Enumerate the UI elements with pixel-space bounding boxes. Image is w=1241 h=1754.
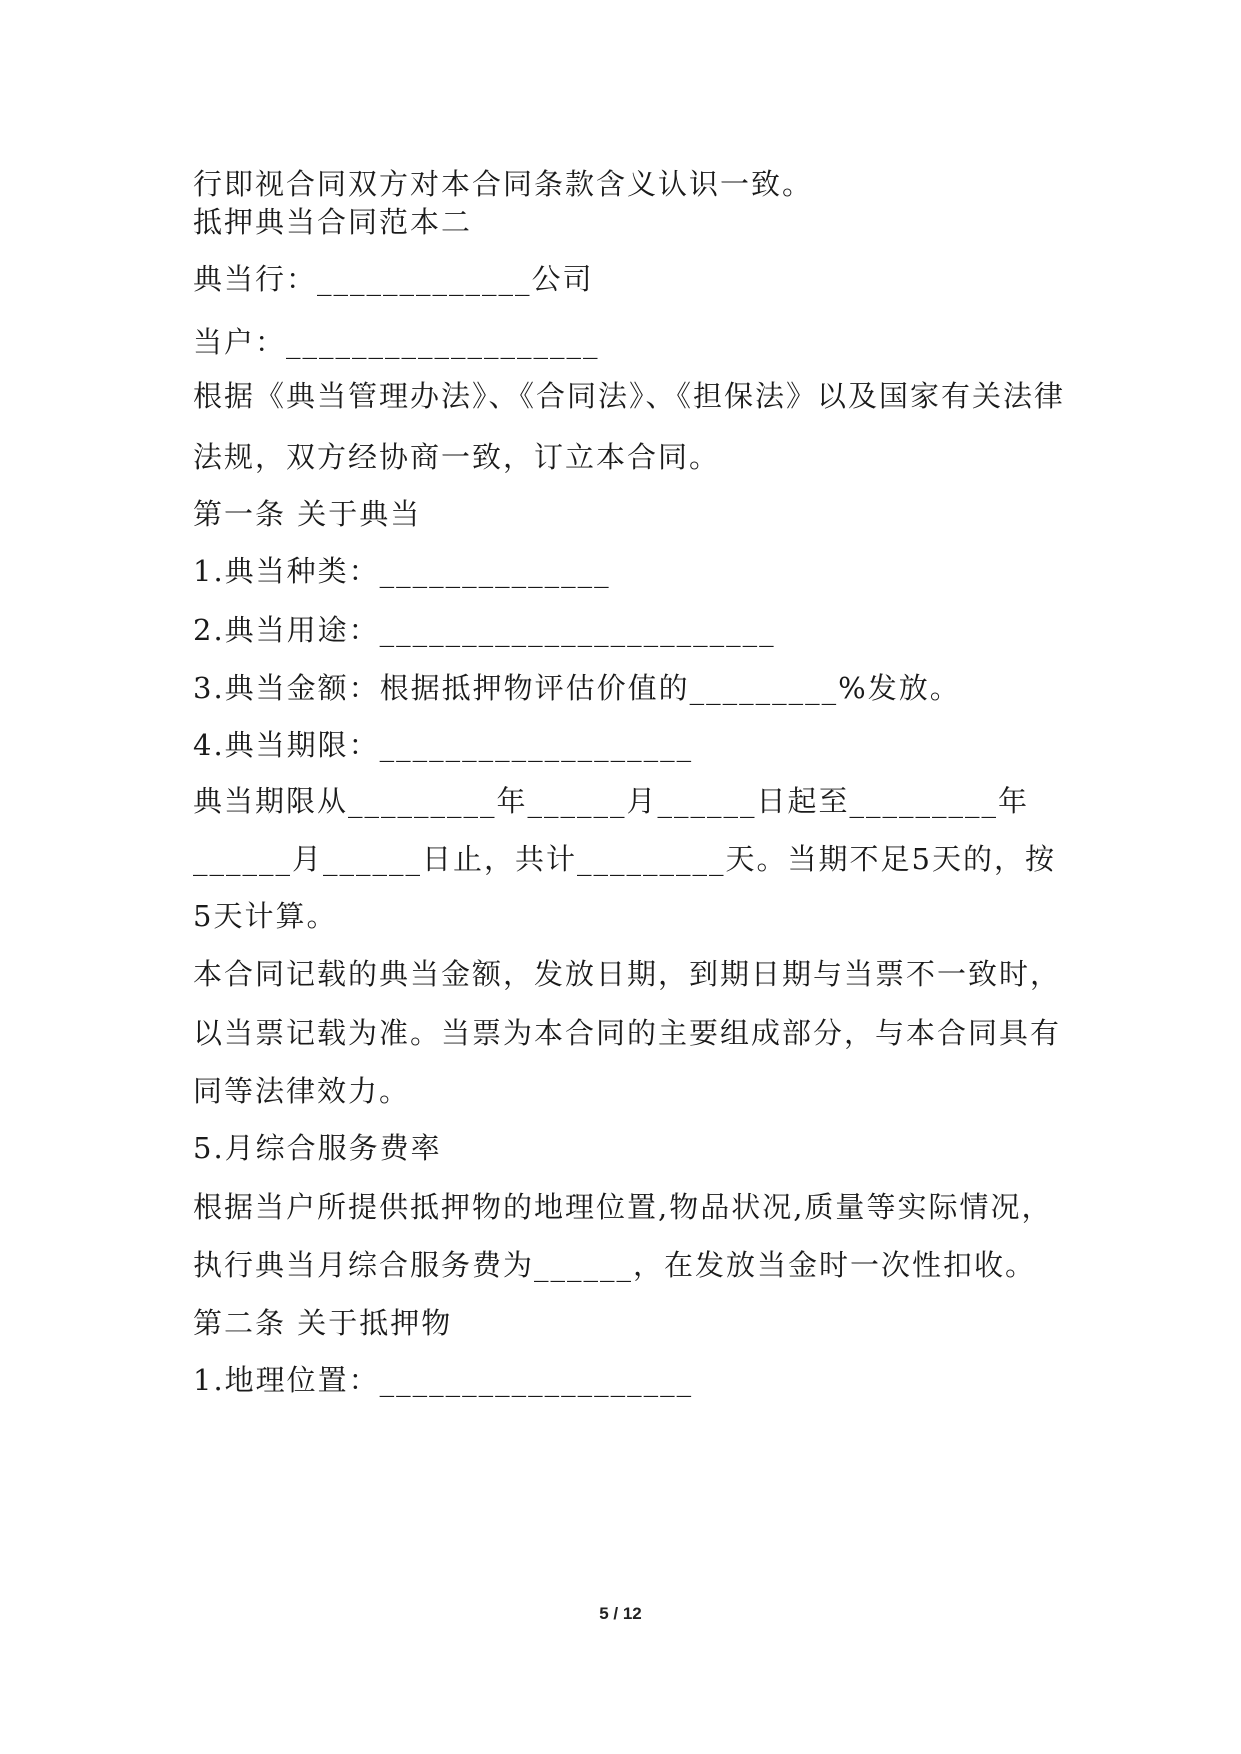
paragraph-line: 法规，双方经协商一致，订立本合同。 (193, 440, 721, 474)
pawn-purpose-field: 2.典当用途：________________________ (193, 613, 776, 647)
paragraph-line: 5天计算。 (193, 899, 338, 933)
pawnshop-field: 典当行：_____________公司 (193, 262, 594, 296)
paragraph-line: 典当期限从_________年______月______日起至_________年 (193, 784, 1030, 818)
pawn-term-field: 4.典当期限：___________________ (193, 728, 694, 762)
pawner-field: 当户：___________________ (193, 325, 600, 359)
paragraph-line: 同等法律效力。 (193, 1074, 411, 1108)
paragraph-line: 行即视合同双方对本合同条款含义认识一致。 (193, 167, 814, 201)
section-heading: 抵押典当合同范本二 (193, 205, 473, 239)
service-fee-heading: 5.月综合服务费率 (193, 1131, 442, 1165)
paragraph-line: 以当票记载为准。当票为本合同的主要组成部分，与本合同具有 (193, 1016, 1062, 1050)
article-heading: 第二条 关于抵押物 (193, 1306, 453, 1340)
article-heading: 第一条 关于典当 (193, 497, 422, 531)
paragraph-line: 根据《典当管理办法》、《合同法》、《担保法》以及国家有关法律 (193, 379, 1066, 413)
pawn-amount-field: 3.典当金额：根据抵押物评估价值的_________%发放。 (193, 671, 961, 705)
page-number: 5 / 12 (599, 1604, 642, 1623)
paragraph-line: 执行典当月综合服务费为______，在发放当金时一次性扣收。 (193, 1248, 1037, 1282)
paragraph-line: ______月______日止，共计_________天。当期不足5天的，按 (193, 842, 1056, 876)
pawn-type-field: 1.典当种类：______________ (193, 554, 611, 588)
paragraph-line: 根据当户所提供抵押物的地理位置,物品状况,质量等实际情况， (193, 1190, 1053, 1224)
location-field: 1.地理位置：___________________ (193, 1363, 694, 1397)
paragraph-line: 本合同记载的典当金额，发放日期，到期日期与当票不一致时， (193, 957, 1062, 991)
